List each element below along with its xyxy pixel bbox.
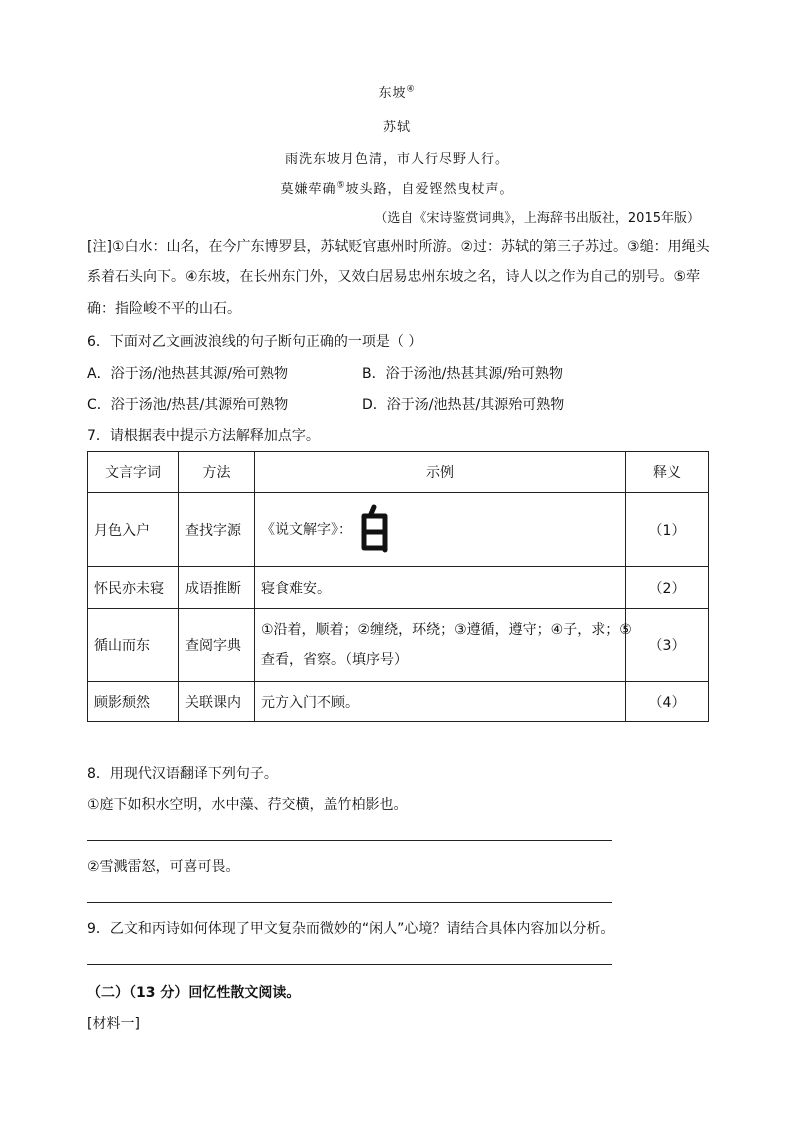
table-cell-word: 顾影颓然: [88, 682, 179, 722]
poem-line-1: 雨洗东坡月色清，市人行尽野人行。: [284, 152, 509, 167]
answer-line[interactable]: [87, 964, 612, 965]
poem-line-2-post: 坡头路，自爱铿然曳杖声。: [345, 182, 514, 197]
section-2-title: （二）（13 分）回忆性散文阅读。: [87, 985, 301, 1001]
notes-line-3: 确：指险峻不平的山石。: [87, 301, 241, 317]
poem-source: （选自《宋诗鉴赏词典》，上海辞书出版社，2015年版）: [374, 211, 700, 226]
table-cell-answer: （4）: [626, 682, 709, 722]
example-text-line-2: 查看，省察。（填序号）: [261, 652, 408, 668]
table-cell-word: 月色入户: [88, 493, 179, 567]
poem-title-note: ④: [406, 84, 416, 95]
q6-option-b: B．浴于汤池/热甚其源/殆可熟物: [362, 366, 564, 382]
table-cell-method: 关联课内: [179, 682, 255, 722]
seal-script-character-icon: [360, 504, 390, 556]
q8-sentence-1: ①庭下如积水空明，水中藻、荇交横，盖竹柏影也。: [87, 797, 408, 813]
example-text-line-1: ①沿着，顺着；②缠绕，环绕；③遵循，遵守；④子，求；⑤: [261, 622, 632, 638]
table-cell-example: [255, 493, 626, 567]
table-cell-answer: （2）: [626, 567, 709, 609]
notes-line-1: [注]①白水：山名，在今广东博罗县，苏轼贬官惠州时所游。②过：苏轼的第三子苏过。③缒：用绳头: [87, 239, 710, 255]
table-header-row: [88, 452, 709, 493]
table-cell-example: 元方入门不顾。: [255, 682, 626, 722]
q9-stem: 9．乙文和丙诗如何体现了甲文复杂而微妙的“闲人”心境？请结合具体内容加以分析。: [87, 921, 615, 937]
table-cell-method: 查阅字典: [179, 609, 255, 682]
table-cell-method: 成语推断: [179, 567, 255, 609]
q7-stem: 7．请根据表中提示方法解释加点字。: [87, 428, 320, 444]
poem-author: 苏轼: [382, 120, 411, 135]
table-cell-answer: （1）: [626, 493, 709, 567]
poem-title-text: 东坡: [378, 86, 407, 101]
q6-option-c: C．浴于汤池/热甚/其源殆可熟物: [87, 397, 289, 413]
q6-option-a: A．浴于汤/池热甚其源/殆可熟物: [87, 366, 289, 382]
answer-line[interactable]: [87, 840, 612, 841]
vocab-table: [87, 451, 709, 722]
table-cell-answer: （3）: [626, 609, 709, 682]
table-cell-word: 怀民亦未寝: [88, 567, 179, 609]
q6-stem: 6．下面对乙文画波浪线的句子断句正确的一项是（ ）: [87, 334, 423, 350]
table-cell-method: 查找字源: [179, 493, 255, 567]
poem-line-2: [0, 178, 794, 197]
table-row: [88, 609, 709, 682]
table-cell-example: 寝食难安。: [255, 567, 626, 609]
table-cell-example: [255, 609, 632, 682]
table-header: 示例: [255, 452, 626, 493]
q8-stem: 8．用现代汉语翻译下列句子。: [87, 766, 278, 782]
q6-option-d: D．浴于汤/池热甚/其源殆可熟物: [362, 397, 565, 413]
poem-title: [0, 82, 794, 101]
poem-line-2-note: ⑤: [336, 180, 346, 191]
poem-line-2-pre: 莫嫌荦确: [280, 182, 337, 197]
table-header: 方法: [179, 452, 255, 493]
table-cell-word: 循山而东: [88, 609, 179, 682]
example-text: 《说文解字》：: [261, 521, 352, 538]
q8-sentence-2: ②雪溅雷怒，可喜可畏。: [87, 859, 240, 875]
table-row: [88, 682, 709, 722]
notes-line-2: 系着石头向下。④东坡，在长州东门外，又效白居易忠州东坡之名，诗人以之作为自己的别号。⑤荦: [87, 269, 701, 285]
table-header: 释义: [626, 452, 709, 493]
material-label: [材料一]: [87, 1016, 140, 1032]
table-row: [88, 493, 709, 567]
answer-line[interactable]: [87, 902, 612, 903]
table-header: 文言字词: [88, 452, 179, 493]
table-row: [88, 567, 709, 609]
